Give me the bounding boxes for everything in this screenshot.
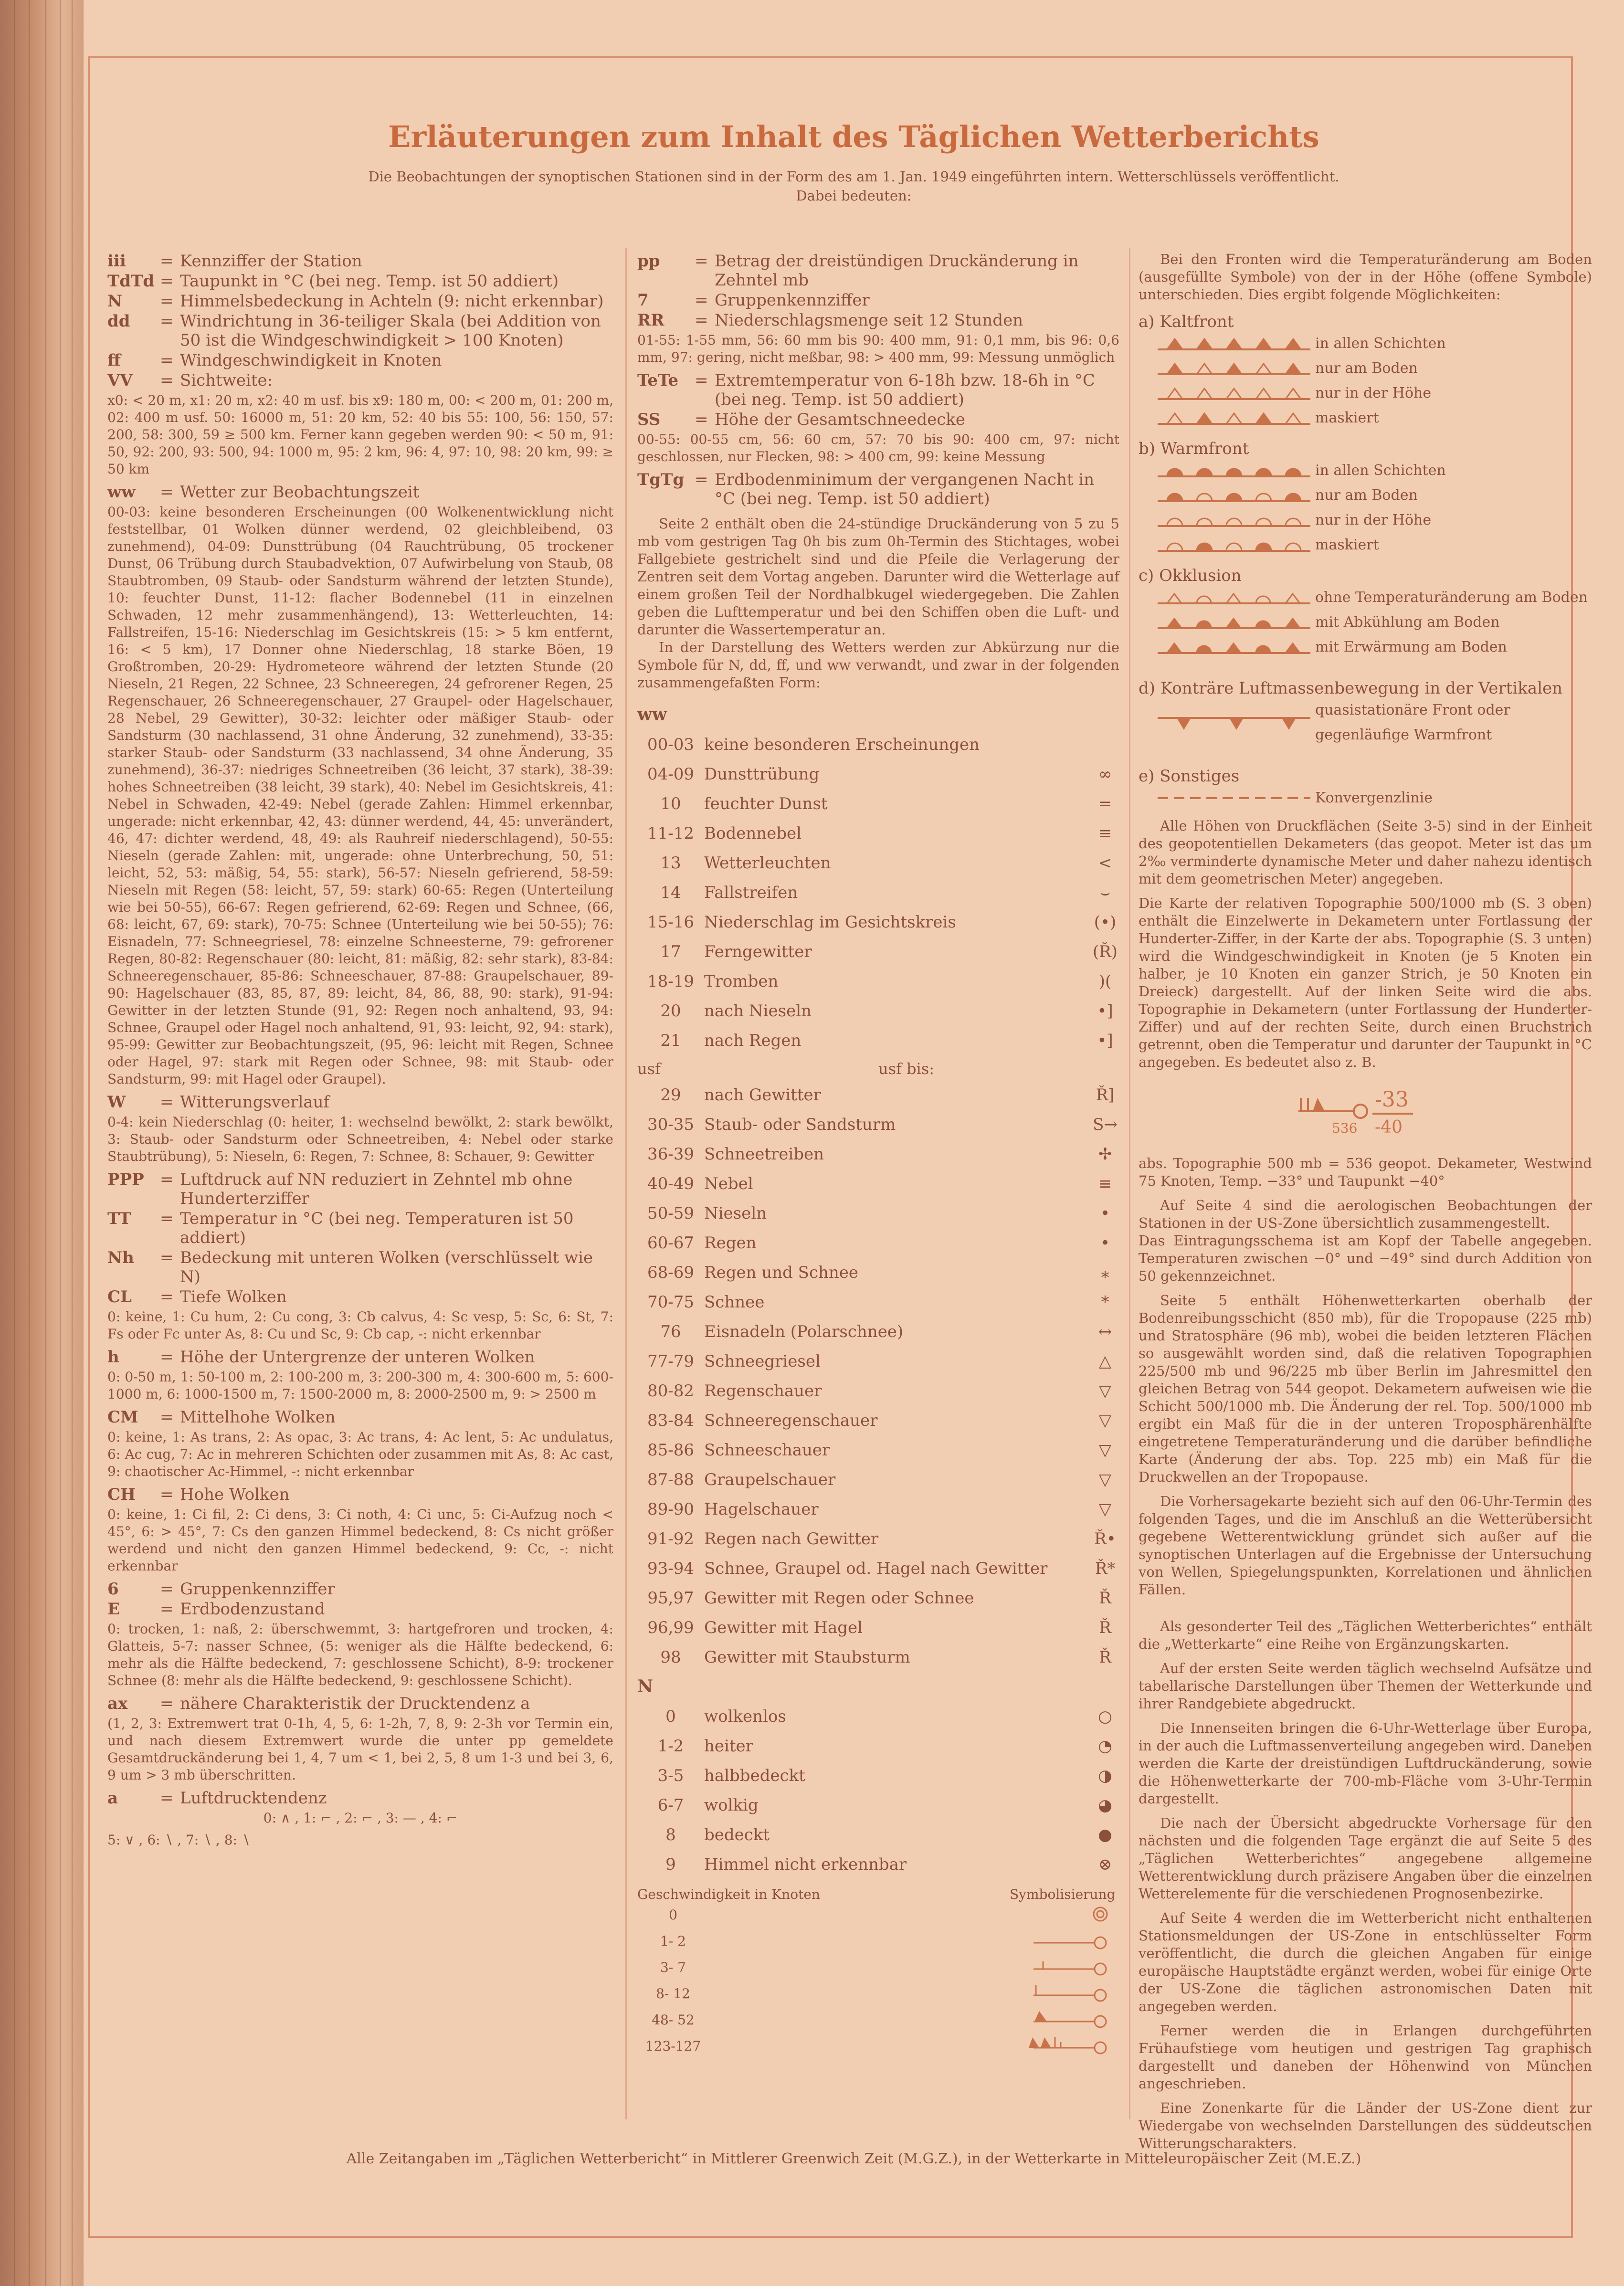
- def-tt: TT = Temperatur in °C (bei neg. Temperaturen ist 50 addiert): [107, 1209, 574, 1247]
- cold-front-icon: [1158, 409, 1310, 428]
- front-group-warm: b) Warmfront: [1139, 439, 1249, 458]
- ww-row-code: 14: [660, 883, 681, 902]
- ww-row: [637, 937, 1119, 967]
- ww-row-label: Regenschauer: [704, 1381, 822, 1401]
- cloud-cover-row-sym: ◑: [1098, 1766, 1112, 1785]
- ww-row-sym: •]: [1097, 1031, 1113, 1050]
- ww-row-label: Staub- oder Sandsturm: [704, 1115, 896, 1134]
- ww-row-code: 10: [660, 794, 681, 813]
- ww-row-code: 29: [660, 1085, 681, 1105]
- note-ww: 00-03: keine besonderen Erscheinungen (00 Wolkenentwicklung nicht feststellbar, 01 Wolken dünner werdend, 02 gleichbleibend, 03 zunehmend), 04-09: Dunsttrübung (04 Rauchtrübung, 05 trockener Dunst, 06 Trübung durch Staubadvektion, 07 Aufwirbelung von Staub, 08 Staubtromben, 09 Staub- oder Sandsturm während der letzten Stunde), 10: feuchter Dunst, 11-12: flacher Bodennebel (11 in einzelnen Schwaden, 12 mehr zusammenhängend), 13: Wetterleuchten, 14: Fallstreifen, 15-16: Niederschlag im Gesichtskreis (15: > 5 km entfernt, 16: < 5 km), 17 Donner ohne Niederschlag, 18 starke Böen, 19 Großtromben, 20-29: Hydrometeore während der letzten Stunde (20 Nieseln, 21 Regen, 22 Schnee, 23 Schneeregen, 24 gefrorener Regen, 25 Regenschauer, 26 Schneeregenschauer, 27 Graupel- oder Hagelschauer, 28 Nebel, 29 Gewitter), 30-32: leichter oder mäßiger Staub- oder Sandsturm (30 nachlassend, 31 ohne Änderung, 32 zunehmend), 33-35: starker Staub- oder Sandsturm (33 nachlassend, 34 ohne Änderung, 35 zunehmend), 36-37: niedriges Schneetreiben (36 leicht, 37 stark), 38-39: hohes Schneetreiben (38 leicht, 39 stark), 40: Nebel im Gesichtskreis, 41: Nebel in Schwaden, 42-49: Nebel (gerade Zahlen: Himmel erkennbar, ungerade: nicht erkennbar, 42, 43: dünner werdend, 44, 45: unverändert, 46, 47: dichter werdend, 48, 49: als Rauhreif niederschlagend), 50-55: Nieseln (gerade Zahlen: mit, ungerade: ohne Unterbrechung, 50, 51: leicht, 52, 53: mäßig, 54, 55: stark), 56-57: Nieseln gefrierend, 58-59: Nieseln mit Regen (58: leicht, 57, 59: stark) 60-65: Regen (Unterteilung wie bei 50-55), 66-67: Regen gefrierend, 62-69: Regen und Schnee, (66, 68: leicht, 67, 69: stark), 70-75: Schnee (Unterteilung wie bei 50-55); 76: Eisnadeln, 77: Schneegriesel, 78: einzelne Schneesterne, 79: gefrorener Regen, 80-82: Regenschauer (80: leicht, 81: mäßig, 82: sehr stark), 83-84: Schneeregenschauer, 85-86: Schneeschauer, 87-88: Graupelschauer, 89-90: Hagelschauer (83, 85, 87, 89: leicht, 84, 86, 88, 90: stark), 91-94: Gewitter in der letzten Stunde (91, 92: Regen noch anhaltend, 93, 94: Schnee, Graupel oder Hagel noch anhaltend, 91, 93: leicht, 92, 94: stark), 95-99: Gewitter zur Beobachtungszeit, (95, 96: leicht mit Regen, Schnee oder Hagel, 97: stark mit Regen oder Schnee, 98: mit Staub- oder Sandsturm, 99: mit Hagel oder Graupel).: [107, 504, 613, 1087]
- cold-front-row: [1158, 331, 1592, 356]
- usf-line: usf usf bis:: [637, 1060, 934, 1078]
- cloud-cover-row: [637, 1761, 1119, 1791]
- ww-row-sym: Ř: [1099, 1589, 1111, 1608]
- ww-row-sym: (•): [1094, 913, 1117, 932]
- note-w: 0-4: kein Niederschlag (0: heiter, 1: wechselnd bewölkt, 2: stark bewölkt, 3: Staub- oder Sandsturm oder Schneetreiben, 4: Nebel oder starke Staubtrübung), 5: Nieseln, 6: Regen, 7: Schnee, 8: Schauer, 9: Gewitter: [107, 1114, 613, 1164]
- ww-row: [637, 848, 1119, 878]
- ww-row-label: Nebel: [704, 1174, 753, 1193]
- ww-row: [637, 1139, 1119, 1169]
- para-front-intro: Bei den Fronten wird die Temperaturänderung am Boden (ausgefüllte Symbole) von der in der Höhe (offene Symbole) unterschieden. Dies ergibt folgende Möglichkeiten:: [1139, 251, 1592, 303]
- cold-front-icon: [1158, 359, 1310, 378]
- cold-front-row: [1158, 381, 1592, 406]
- ww-row-label: feuchter Dunst: [704, 794, 828, 813]
- column-2: [637, 251, 1119, 2062]
- para-heights: Alle Höhen von Druckflächen (Seite 3-5) sind in der Einheit des geopotentiellen Dekameters (das geopot. Meter ist das um 2‰ verminderte dynamische Meter und daher nahezu identisch mit dem geometrischen Meter) angegeben.: [1139, 818, 1592, 887]
- para-seite-2: Seite 2 enthält oben die 24-stündige Druckänderung von 5 zu 5 mb vom gestrigen Tag 0h bis zum 0h-Termin des Stichtages, wobei Fallgebiete gestrichelt sind und die Pfeile die Verlagerung der Zentren seit dem Vortag angeben. Darunter wird die Wetterlage auf einem großen Teil der Nordhalbkugel wiedergegeben. Die Zahlen geben die Lufttemperatur und bei den Schiffen oben die Luft- und darunter die Wassertemperatur an.: [637, 516, 1119, 638]
- note-vv: x0: < 20 m, x1: 20 m, x2: 40 m usf. bis x9: 180 m, 00: < 200 m, 01: 200 m, 02: 400 m usf. 50: 16000 m, 51: 20 km, 52: 40 bis 55: 100, 56: 150, 57: 200, 58: 300, 59 ≥ 500 km. Ferner kann gegeben werden 90: < 50 m, 91: 50, 92: 200, 93: 500, 94: 1000 m, 95: 2 km, 96: 4, 97: 10, 98: 20 km, 99: ≥ 50 km: [107, 392, 613, 477]
- ww-row-code: 98: [660, 1648, 681, 1667]
- def-w: W = Witterungsverlauf: [107, 1093, 330, 1112]
- def-cl: CL = Tiefe Wolken: [107, 1287, 287, 1306]
- convergence-line-icon: [1158, 791, 1310, 805]
- cloud-cover-row: [637, 1791, 1119, 1820]
- wind-barb-icon: [1014, 2035, 1110, 2055]
- def-rr: RR = Niederschlagsmenge seit 12 Stunden: [637, 311, 1023, 330]
- column-1: [107, 251, 613, 1854]
- occlusion-front-label: ohne Temperaturänderung am Boden: [1315, 589, 1588, 606]
- warm-front-label: in allen Schichten: [1315, 462, 1446, 479]
- ww-row-sym: =: [1098, 794, 1112, 813]
- ww-row-code: 87-88: [647, 1470, 694, 1489]
- ww-row-label: Schnee, Graupel od. Hagel nach Gewitter: [704, 1559, 1048, 1578]
- ww-row: [637, 1347, 1119, 1376]
- ww-row-sym: •]: [1097, 1001, 1113, 1021]
- ww-row-code: 68-69: [647, 1263, 694, 1282]
- ww-row: [637, 1495, 1119, 1524]
- ww-row-label: nach Nieseln: [704, 1001, 812, 1021]
- def-tgtg: TgTg = Erdbodenminimum der vergangenen Nacht in °C (bei neg. Temp. ist 50 addiert): [637, 470, 1095, 508]
- warm-front-label: maskiert: [1315, 537, 1379, 553]
- ww-row: [637, 1524, 1119, 1554]
- def-a: a = Luftdrucktendenz: [107, 1789, 327, 1808]
- cloud-cover-row-sym: ◔: [1098, 1737, 1112, 1756]
- cloud-cover-row-code: 0: [665, 1707, 676, 1726]
- ww-row-code: 15-16: [647, 913, 694, 932]
- column-3: [1139, 251, 1592, 2152]
- ww-row-label: Dunsttrübung: [704, 765, 820, 784]
- ww-row-sym: ∞: [1098, 765, 1112, 784]
- ww-row: [637, 1465, 1119, 1495]
- def-tdtd: TdTd = Taupunkt in °C (bei neg. Temp. ist 50 addiert): [107, 272, 559, 291]
- ww-row-sym: Ř•: [1094, 1529, 1116, 1549]
- column-divider-2: [1129, 248, 1130, 2119]
- para-example: abs. Topographie 500 mb = 536 geopot. Dekameter, Westwind 75 Knoten, Temp. −33° und Taupunkt −40°: [1139, 1155, 1592, 1189]
- wind-speed-range: 48- 52: [652, 2012, 695, 2028]
- ww-row-label: Schneeschauer: [704, 1441, 830, 1460]
- ww-row: [637, 1228, 1119, 1258]
- occlusion-front-row: [1158, 635, 1592, 660]
- wind-barb-icon: [1014, 1930, 1110, 1950]
- cold-front-icon: [1158, 384, 1310, 403]
- ww-row-label: Regen und Schnee: [704, 1263, 859, 1282]
- para-schema: Das Eintragungsschema ist am Kopf der Tabelle angegeben. Temperaturen zwischen −0° und −49° sind durch Addition von 50 gekennzeichnet.: [1139, 1233, 1592, 1284]
- page-stack-edge: [0, 0, 84, 2286]
- ww-row-label: Regen: [704, 1233, 757, 1253]
- cloud-cover-row-sym: ○: [1098, 1707, 1112, 1726]
- cold-front-row: [1158, 356, 1592, 381]
- ww-row-sym: Ř]: [1096, 1085, 1115, 1105]
- ww-row-sym: △: [1098, 1352, 1112, 1371]
- note-a-1: 0: ∧ , 1: ⌐ , 2: ⌐ , 3: — , 4: ⌐: [263, 1810, 458, 1826]
- warm-front-row: [1158, 533, 1592, 558]
- def-ax: ax = nähere Charakteristik der Drucktendenz a: [107, 1694, 530, 1713]
- def-nh: Nh = Bedeckung mit unteren Wolken (verschlüsselt wie N): [107, 1248, 593, 1286]
- ww-row: [637, 789, 1119, 819]
- note-ax: (1, 2, 3: Extremwert trat 0-1h, 4, 5, 6: 1-2h, 7, 8, 9: 2-3h vor Termin ein, und nach diesem Extremwert wurde die unter pp gemeldete Gesamtdruckänderung bei 1, 4, 7 um < 1, bei 2, 5, 8 um 1-3 und bei 3, 6, 9 um > 3 mb überschritten.: [107, 1716, 613, 1783]
- wind-speed-row: [637, 1930, 1119, 1957]
- def-ww: ww = Wetter zur Beobachtungszeit: [107, 483, 420, 502]
- wind-speed-row: [637, 2035, 1119, 2062]
- wind-speed-list: [637, 1904, 1119, 2062]
- para-inner-pages: Die Innenseiten bringen die 6-Uhr-Wetterlage über Europa, in der auch die Luftmassenverteilung angegeben wird. Daneben werden die Karte der dreistündigen Luftdruckänderung, sowie die Höhenwetterkarte der 700-mb-Fläche vom 3-Uhr-Termin dargestellt.: [1139, 1720, 1592, 1807]
- ww-row-sym: Ř: [1099, 1648, 1111, 1667]
- cloud-cover-row: [637, 1702, 1119, 1731]
- para-first-page: Auf der ersten Seite werden täglich wechselnd Aufsätze und tabellarische Darstellungen über Themen der Wetterkunde und ihrer Randgebiete abgedruckt.: [1139, 1660, 1592, 1712]
- ww-row: [637, 1613, 1119, 1643]
- para-darstellung: In der Darstellung des Wetters werden zur Abkürzung nur die Symbole für N, dd, ff, und ww verwandt, und zwar in der folgenden zusammengefaßten Form:: [637, 639, 1119, 691]
- front-list-warm: [1139, 458, 1592, 558]
- warm-front-row: [1158, 508, 1592, 533]
- ww-row: [637, 1080, 1119, 1110]
- column-divider-1: [625, 248, 627, 2119]
- wind-speed-row: [637, 2009, 1119, 2035]
- ww-row-label: Graupelschauer: [704, 1470, 836, 1489]
- wind-speed-range: 1- 2: [660, 1933, 686, 1949]
- ww-row-code: 04-09: [647, 765, 694, 784]
- note-e: 0: trocken, 1: naß, 2: überschwemmt, 3: hartgefroren und trocken, 4: Glatteis, 5-7: nasser Schnee, (5: weniger als die Hälfte bedeckend, 6: mehr als die Hälfte bedeckend, 7: geschlossene Schicht), 8-9: trockener Schnee (8: mehr als die Hälfte bedeckend, 9: geschlossene Schicht).: [107, 1621, 613, 1688]
- cold-front-label: nur in der Höhe: [1315, 385, 1432, 401]
- ww-row: [637, 967, 1119, 996]
- formula-base: 536: [1332, 1120, 1358, 1136]
- def-ch: CH = Hohe Wolken: [107, 1485, 290, 1504]
- ww-row-code: 17: [660, 942, 681, 961]
- ww-row-code: 93-94: [647, 1559, 694, 1578]
- ww-row-code: 89-90: [647, 1500, 694, 1519]
- ww-row-label: Eisnadeln (Polarschnee): [704, 1322, 904, 1341]
- def-dd: dd = Windrichtung in 36-teiliger Skala (bei Addition von 50 ist die Windgeschwindigkeit > 100 Knoten): [107, 312, 601, 350]
- def-cm: CM = Mittelhohe Wolken: [107, 1408, 336, 1427]
- ww-row-label: Regen nach Gewitter: [704, 1529, 879, 1549]
- ww-row-code: 96,99: [647, 1618, 694, 1637]
- occlusion-front-label: mit Erwärmung am Boden: [1315, 639, 1507, 655]
- cloud-cover-row-code: 9: [665, 1855, 676, 1874]
- ww-row-sym: Ř: [1099, 1618, 1111, 1637]
- ww-row-sym: ▽: [1098, 1381, 1112, 1401]
- ww-row-code: 50-59: [647, 1204, 694, 1223]
- def-iii: iii = Kennziffer der Station: [107, 252, 362, 271]
- cold-front-label: maskiert: [1315, 410, 1379, 426]
- ww-row-label: keine besonderen Erscheinungen: [704, 735, 980, 754]
- ww-row-sym: <: [1098, 853, 1112, 873]
- ww-row: [637, 1406, 1119, 1435]
- cloud-cover-row-sym: ●: [1098, 1825, 1112, 1844]
- para-forecast: Die Vorhersagekarte bezieht sich auf den 06-Uhr-Termin des folgenden Tages, und die im Anschluß an die Wetterübersicht gegebene Wetterentwicklung gründet sich außer auf die synoptischen Unterlagen auf die Ergebnisse der Untersuchung von Wellen, Spiegelungspunkten, Korrelationen und ähnlichen Fällen.: [1139, 1493, 1592, 1598]
- ww-row: [637, 1287, 1119, 1317]
- ww-row-label: Hagelschauer: [704, 1500, 819, 1519]
- cloud-cover-row-sym: ◕: [1098, 1796, 1112, 1815]
- para-seite-5: Seite 5 enthält Höhenwetterkarten oberhalb der Bodenreibungsschicht (850 mb), für die Tropopause (225 mb) und Stratosphäre (96 mb), wobei die beiden letzteren Flächen so ausgewählt worden sind, daß die relativen Topographien 225/500 mb und 96/225 mb über Berlin im Jahresmittel den gleichen Betrag von 544 geopot. Dekametern aufweisen wie die Schicht 500/1000 mb. Die Änderung der rel. Top. 500/1000 mb ergibt ein Maß für die in der unteren Troposphärenhälfte eingetretene Temperaturänderung und die darüber befindliche Karte (Änderung der abs. Top. 225 mb) ein Maß für die Druckwellen an der Tropopause.: [1139, 1292, 1592, 1485]
- ww-row-sym: ▽: [1098, 1441, 1112, 1460]
- ww-row-sym: ↔: [1098, 1322, 1112, 1341]
- ww-row-code: 76: [660, 1322, 681, 1341]
- station-model-example: [1139, 1087, 1592, 1145]
- def-vv: VV = Sichtweite:: [107, 371, 273, 390]
- ww-row-code: 83-84: [647, 1411, 694, 1430]
- wind-barb-icon: [1014, 1957, 1110, 1977]
- ww-row-sym: ⌣: [1099, 883, 1111, 902]
- ww-row-label: Ferngewitter: [704, 942, 812, 961]
- para-station-reports: Auf Seite 4 werden die im Wetterbericht nicht enthaltenen Stationsmeldungen der US-Zone in entschlüsselter Form veröffentlicht, die durch die gleichen Angaben für einige europäische Hauptstädte ergänzt werden, wobei für einige Orte der US-Zone die täglichen astronomischen Daten mit angegeben werden.: [1139, 1910, 1592, 2014]
- ww-row-code: 95,97: [647, 1589, 694, 1608]
- cloud-cover-row-label: bedeckt: [704, 1825, 770, 1844]
- ww-row-sym: ✢: [1098, 1145, 1112, 1164]
- ww-row-label: Schneeregenschauer: [704, 1411, 878, 1430]
- note-cm: 0: keine, 1: As trans, 2: As opac, 3: Ac trans, 4: Ac lent, 5: Ac undulatus, 6: Ac cug, 7: Ac in mehreren Schichten oder zusammen mit As, 8: Ac cast, 9: chaotischer Ac-Himmel, -: nicht erkennbar: [107, 1429, 613, 1479]
- note-rr: 01-55: 1-55 mm, 56: 60 mm bis 90: 400 mm, 91: 0,1 mm, bis 96: 0,6 mm, 97: gering, nicht meßbar, 98: > 400 mm, 99: Messung unmöglich: [637, 332, 1119, 365]
- page-title: Erläuterungen zum Inhalt des Täglichen Wetterberichts: [388, 119, 1319, 154]
- wind-speed-row: [637, 1983, 1119, 2009]
- cloud-cover-row-label: heiter: [704, 1737, 753, 1756]
- cloud-cover-row-code: 6-7: [657, 1796, 684, 1815]
- ww-row-code: 91-92: [647, 1529, 694, 1549]
- ww-row-code: 80-82: [647, 1381, 694, 1401]
- para-wetterkarte: Als gesonderter Teil des „Täglichen Wetterberichtes“ enthält die „Wetterkarte“ eine Reihe von Ergänzungskarten.: [1139, 1618, 1592, 1652]
- ww-row-code: 13: [660, 853, 681, 873]
- wind-barb-icon: [1014, 2009, 1110, 2029]
- cloud-cover-row: [637, 1850, 1119, 1879]
- ww-row-label: Gewitter mit Staubsturm: [704, 1648, 910, 1667]
- cloud-cover-row-label: Himmel nicht erkennbar: [704, 1855, 907, 1874]
- front-group-occlusion: c) Okklusion: [1139, 566, 1242, 585]
- ww-row-code: 40-49: [647, 1174, 694, 1193]
- ww-row: [637, 1643, 1119, 1672]
- warm-front-label: nur am Boden: [1315, 487, 1418, 504]
- ww-row-code: 11-12: [647, 824, 694, 843]
- ww-symbol-list: [637, 730, 1119, 1055]
- ww-row-code: 77-79: [647, 1352, 694, 1371]
- ww-row-code: 60-67: [647, 1233, 694, 1253]
- cloud-cover-row-label: halbbedeckt: [704, 1766, 805, 1785]
- ww-row: [637, 1026, 1119, 1055]
- warm-front-icon: [1158, 486, 1310, 505]
- ww-row-sym: Ř*: [1095, 1559, 1116, 1578]
- front-group-contrary: d) Konträre Luftmassenbewegung in der Vertikalen: [1139, 679, 1563, 698]
- ww-row: [637, 1199, 1119, 1228]
- ww-row-sym: (Ř): [1092, 942, 1118, 961]
- ww-row: [637, 759, 1119, 789]
- cloud-cover-row-label: wolkenlos: [704, 1707, 786, 1726]
- ww-row-label: Niederschlag im Gesichtskreis: [704, 913, 956, 932]
- ww-row-label: Gewitter mit Regen oder Schnee: [704, 1589, 974, 1608]
- para-topography: Die Karte der relativen Topographie 500/1000 mb (S. 3 oben) enthält die Einzelwerte in Dekametern unter Fortlassung der Hunderter-Ziffer, in der Karte der abs. Topographie (S. 3 unten) wird die Windgeschwindigkeit in Knoten (je 5 Knoten ein halber, je 10 Knoten ein ganzer Strich, je 50 Knoten ein Dreieck) dargestellt. Auf der linken Seite wird die abs. Topographie in Dekametern (unter Fortlassung der Hunderter-Ziffer) und auf der rechten Seite, durch einen Bruchstrich getrennt, oben die Temperatur und darunter der Taupunkt in °C angegeben. Es bedeutet also z. B.: [1139, 895, 1592, 1070]
- document-sheet: [84, 0, 1624, 2286]
- ww-row-sym: ≡: [1098, 824, 1112, 843]
- ww-row-sym: ▽: [1098, 1411, 1112, 1430]
- ww-row-label: Gewitter mit Hagel: [704, 1618, 863, 1637]
- para-soundings: Ferner werden die in Erlangen durchgeführten Frühaufstiege vom heutigen und gestrigen Tag graphisch dargestellt und daneben der Höhenwind von München angeschrieben.: [1139, 2023, 1592, 2092]
- ww-row-code: 00-03: [647, 735, 694, 754]
- ww-row-sym: ▽: [1098, 1500, 1112, 1519]
- warm-front-icon: [1158, 461, 1310, 480]
- ww-row-code: 30-35: [647, 1115, 694, 1134]
- ww-row-sym: ⁎: [1101, 1263, 1109, 1282]
- ww-row-label: Wetterleuchten: [704, 853, 831, 873]
- ww-row: [637, 1110, 1119, 1139]
- ww-row: [637, 730, 1119, 759]
- page-footer: Alle Zeitangaben im „Täglichen Wetterbericht“ in Mittlerer Greenwich Zeit (M.G.Z.), in der Wetterkarte in Mitteleuropäischer Zeit (M.E.Z.): [346, 2150, 1361, 2167]
- ww-row-sym: •: [1100, 1204, 1110, 1223]
- note-a-2: 5: ∨ , 6: ∖ , 7: ∖ , 8: ∖: [107, 1832, 250, 1848]
- ww-row-label: Tromben: [704, 972, 779, 991]
- cloud-cover-row-code: 8: [665, 1825, 676, 1844]
- def-n: N = Himmelsbedeckung in Achteln (9: nicht erkennbar): [107, 292, 604, 311]
- occlusion-front-row: [1158, 610, 1592, 635]
- cloud-cover-row-label: wolkig: [704, 1796, 759, 1815]
- ww-row-code: 21: [660, 1031, 681, 1050]
- ww-row-code: 85-86: [647, 1441, 694, 1460]
- wind-speed-row: [637, 1957, 1119, 1983]
- para-prognosis: Die nach der Übersicht abgedruckte Vorhersage für den nächsten und die folgenden Tage ergänzt die auf Seite 5 des „Täglichen Wetterberichtes“ angegebene allgemeine Wetterentwicklung durch präzisere Angaben über die einzelnen Wetterelemente für die verschiedenen Prognosenbezirke.: [1139, 1815, 1592, 1902]
- ww-row: [637, 907, 1119, 937]
- ww-row-sym: )(: [1098, 972, 1112, 991]
- ww-row-label: Schneegriesel: [704, 1352, 821, 1371]
- ww-row-label: Schneetreiben: [704, 1145, 824, 1164]
- def-ppp: PPP = Luftdruck auf NN reduziert in Zehntel mb ohne Hunderterziffer: [107, 1170, 573, 1208]
- occlusion-front-row: [1158, 585, 1592, 610]
- ww-row-sym: S→: [1093, 1115, 1118, 1134]
- cloud-cover-list: [637, 1702, 1119, 1879]
- ww-row-sym: ≡: [1098, 1174, 1112, 1193]
- ww-row: [637, 878, 1119, 907]
- ww-heading: ww: [637, 705, 667, 725]
- formula-top: -33: [1375, 1087, 1409, 1112]
- cloud-cover-row-code: 1-2: [657, 1737, 684, 1756]
- para-seite-4: Auf Seite 4 sind die aerologischen Beobachtungen der Stationen in der US-Zone übersichtlich zusammengestellt.: [1139, 1197, 1592, 1231]
- formula-bottom: -40: [1375, 1117, 1403, 1137]
- ww-row: [637, 1317, 1119, 1347]
- note-cl: 0: keine, 1: Cu hum, 2: Cu cong, 3: Cb calvus, 4: Sc vesp, 5: Sc, 6: St, 7: Fs oder Fc unter As, 8: Cu und Sc, 9: Cb cap, -: nicht erkennbar: [107, 1309, 613, 1342]
- occlusion-front-icon: [1158, 638, 1310, 657]
- ww-row-code: 18-19: [647, 972, 694, 991]
- wind-speed-range: 8- 12: [656, 1986, 690, 2002]
- subtitle-line-2: Dabei bedeuten:: [796, 188, 912, 204]
- note-h: 0: 0-50 m, 1: 50-100 m, 2: 100-200 m, 3: 200-300 m, 4: 300-600 m, 5: 600-1000 m, 6: 1000-1500 m, 7: 1500-2000 m, 8: 2000-2500 m, 9: > 2500 m: [107, 1369, 613, 1402]
- def-tete: TeTe = Extremtemperatur von 6-18h bzw. 18-6h in °C (bei neg. Temp. ist 50 addiert): [637, 371, 1095, 409]
- wind-speed-row: [637, 1904, 1119, 1930]
- ww-row: [637, 1435, 1119, 1465]
- ww-row-sym: [1091, 730, 1119, 759]
- def-ss: SS = Höhe der Gesamtschneedecke: [637, 410, 965, 429]
- wind-speed-range: 123-127: [645, 2038, 701, 2054]
- wind-speed-range: 0: [669, 1907, 677, 1923]
- cloud-cover-row-sym: ⊗: [1098, 1855, 1112, 1874]
- def-h: h = Höhe der Untergrenze der unteren Wolken: [107, 1348, 535, 1367]
- wind-barb-icon: [1014, 1904, 1110, 1924]
- warm-front-icon: [1158, 511, 1310, 530]
- quasistationary-front-icon: [1158, 708, 1310, 737]
- ww-row-label: nach Gewitter: [704, 1085, 821, 1105]
- ww-row: [637, 1258, 1119, 1287]
- occlusion-front-label: mit Abkühlung am Boden: [1315, 614, 1500, 631]
- ww-row-sym: ▽: [1098, 1470, 1112, 1489]
- front-group-other: e) Sonstiges: [1139, 767, 1240, 786]
- warm-front-icon: [1158, 536, 1310, 555]
- warm-front-label: nur in der Höhe: [1315, 512, 1432, 528]
- wind-speed-header: Geschwindigkeit in Knoten Symbolisierung: [637, 1886, 1116, 1902]
- note-ss: 00-55: 00-55 cm, 56: 60 cm, 57: 70 bis 90: 400 cm, 97: nicht geschlossen, nur Flecken, 98: > 400 cm, 99: keine Messung: [637, 432, 1119, 464]
- ww-row-code: 20: [660, 1001, 681, 1021]
- note-ch: 0: keine, 1: Ci fil, 2: Ci dens, 3: Ci noth, 4: Ci unc, 5: Ci-Aufzug noch < 45°, 6: > 45°, 7: Cs den ganzen Himmel bedeckend, 8: Cs nicht größer werdend und nicht den ganzen Himmel bedeckend, 9: Cc, -: nicht erkennbar: [107, 1506, 613, 1574]
- ww-row-label: Nieseln: [704, 1204, 767, 1223]
- def-pp: pp = Betrag der dreistündigen Druckänderung in Zehntel mb: [637, 252, 1079, 290]
- cold-front-label: nur am Boden: [1315, 360, 1418, 377]
- front-row-convergence: Konvergenzlinie: [1158, 786, 1592, 811]
- occlusion-front-icon: [1158, 588, 1310, 607]
- n-heading: N: [637, 1676, 653, 1696]
- cloud-cover-row-code: 3-5: [657, 1766, 684, 1785]
- def-e: E = Erdbodenzustand: [107, 1600, 325, 1619]
- ww-row-label: Fallstreifen: [704, 883, 798, 902]
- wind-speed-range: 3- 7: [660, 1959, 686, 1975]
- station-model-icon: [1279, 1087, 1451, 1140]
- ww-row: [637, 1376, 1119, 1406]
- front-row-quasistationary: quasistationäre Front oder gegenläufige Warmfront: [1158, 698, 1592, 748]
- def-6: 6 = Gruppenkennziffer: [107, 1580, 335, 1599]
- warm-front-row: [1158, 483, 1592, 508]
- front-list-occlusion: [1139, 585, 1592, 660]
- ww-row-code: 36-39: [647, 1145, 694, 1164]
- ww-row: [637, 819, 1119, 848]
- warm-front-row: [1158, 458, 1592, 483]
- wind-barb-icon: [1014, 1983, 1110, 2003]
- ww-row-label: nach Regen: [704, 1031, 801, 1050]
- ww-row-label: Schnee: [704, 1293, 765, 1312]
- occlusion-front-icon: [1158, 613, 1310, 632]
- front-list-cold: [1139, 331, 1592, 431]
- ww-row: [637, 1583, 1119, 1613]
- cold-front-label: in allen Schichten: [1315, 335, 1446, 352]
- ww-row: [637, 996, 1119, 1026]
- ww-row-sym: *: [1101, 1293, 1109, 1312]
- ww-row: [637, 1554, 1119, 1583]
- def-ff: ff = Windgeschwindigkeit in Knoten: [107, 351, 442, 370]
- def-7: 7 = Gruppenkennziffer: [637, 291, 870, 310]
- cloud-cover-row: [637, 1731, 1119, 1761]
- ww-row-sym: •: [1100, 1233, 1110, 1253]
- page-subtitle: [84, 167, 1624, 205]
- front-group-cold: a) Kaltfront: [1139, 312, 1234, 331]
- subtitle-line-1: Die Beobachtungen der synoptischen Stationen sind in der Form des am 1. Jan. 1949 eingeführten intern. Wetterschlüssels veröffentlicht.: [368, 169, 1339, 185]
- ww-row: [637, 1169, 1119, 1199]
- ww-symbol-list-2: [637, 1080, 1119, 1672]
- cloud-cover-row: [637, 1820, 1119, 1850]
- ww-row-code: 70-75: [647, 1293, 694, 1312]
- para-zone-map: Eine Zonenkarte für die Länder der US-Zone dient zur Wiedergabe von wechselnden Darstellungen des süddeutschen Witterungscharakters.: [1139, 2100, 1592, 2151]
- ww-row-label: Bodennebel: [704, 824, 802, 843]
- cold-front-row: [1158, 406, 1592, 431]
- cold-front-icon: [1158, 334, 1310, 353]
